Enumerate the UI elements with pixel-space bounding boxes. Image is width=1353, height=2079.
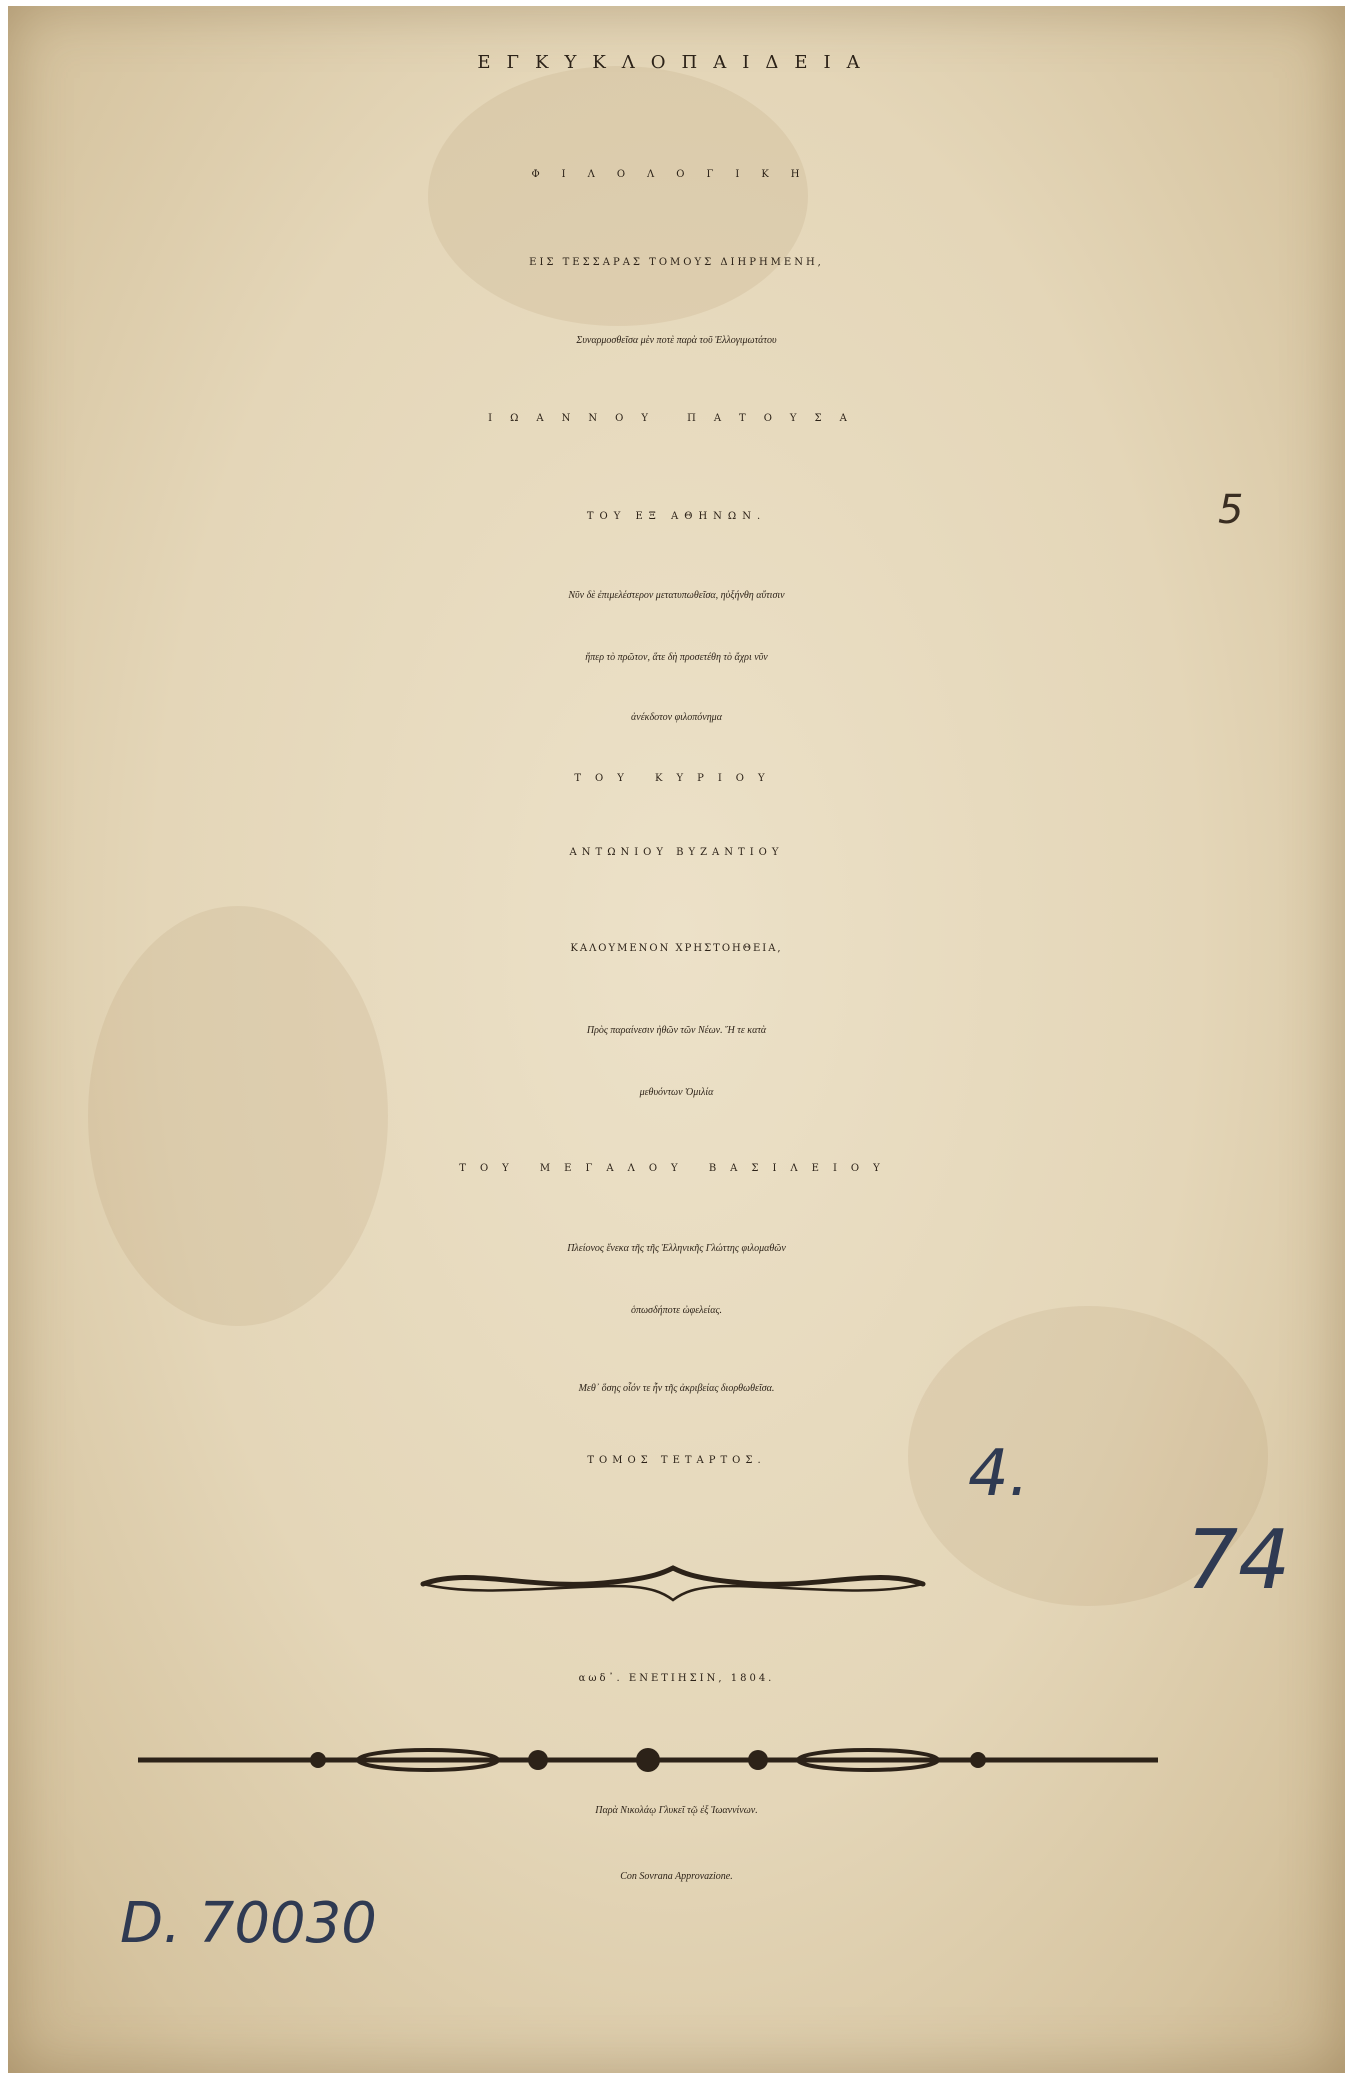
approval-line: Con Sovrana Approvazione. [620,1871,733,1882]
handwritten-shelf-mark: D. 70030 [120,1891,377,1956]
printer-line: Παρὰ Νικολάῳ Γλυκεῖ τῷ ἐξ Ἰωαννίνων. [595,1805,758,1816]
imprint-year-line: αωδ᾽. ΕΝΕΤΙΗΣΙΝ, 1804. [578,1673,775,1684]
corner-handwritten-mark: 5 [1218,487,1244,533]
reprint-line-3: ἀνέκδοτον φιλοπόνημα [631,712,722,723]
volume-line: ΤΟΜΟΣ ΤΕΤΑΡΤΟΣ. [587,1455,766,1466]
author-origin: ΤΟΥ ΕΞ ΑΘΗΝΩΝ. [586,511,767,522]
main-title: ΕΓΚΥΚΛΟΠΑΙΔΕΙΑ [477,52,876,73]
flourish-ornament [413,1562,933,1606]
benefit-line-1: Πλείονος ἕνεκα τῆς τῆς Ἑλληνικῆς Γλώττης φιλομαθῶν [567,1243,786,1254]
purpose-line-1: Πρὸς παραίνεσιν ἠθῶν τῶν Νέων. Ἥ τε κατὰ [586,1025,767,1036]
reprint-line-1: Νῦν δὲ ἐπιμελέστερον μετατυπωθεῖσα, ηὐξήνθη αὔτισιν [568,590,785,601]
division-line: ΕΙΣ ΤΕΣΣΑΡΑΣ ΤΟΜΟΥΣ ΔΙΗΡΗΜΕΝΗ, [529,257,824,268]
rule-ornament [128,1740,1168,1780]
third-author: ΤΟΥ ΜΕΓΑΛΟΥ ΒΑΣΙΛΕΙΟΥ [459,1163,894,1174]
of-the-lord: ΤΟΥ ΚΥΡΙΟΥ [574,773,779,784]
handwritten-margin-number: 74 [1186,1513,1291,1608]
purpose-line-2: μεθυόντων Ὁμιλία [639,1087,714,1098]
work-called: ΚΑΛΟΥΜΕΝΟΝ ΧΡΗΣΤΟΗΘΕΙΑ, [570,943,783,954]
benefit-line-2: ὁπωσδήποτε ὠφελείας. [630,1305,723,1316]
second-author: ΑΝΤΩΝΙΟΥ ΒΥΖΑΝΤΙΟΥ [569,847,784,858]
foxing-stain [428,66,808,326]
subtitle: ΦΙΛΟΛΟΓΙΚΗ [531,169,822,180]
compiled-by-line: Συναρμοσθεῖσα μὲν ποτὲ παρὰ τοῦ Ἐλλογιμωτάτου [576,335,777,346]
reprint-line-2: ἤπερ τὸ πρῶτον, ἅτε δὴ προσετέθη τὸ ἄχρι νῦν [585,652,768,663]
title-page [8,6,1345,2073]
author-name: ΙΩΑΝΝΟΥ ΠΑΤΟΥΣΑ [488,413,865,424]
foxing-stain [88,906,388,1326]
corrected-line: Μεθ᾽ ὅσης οἷόν τε ἦν τῆς ἀκριβείας διορθωθεῖσα. [578,1383,775,1394]
handwritten-volume-mark: 4. [968,1437,1030,1511]
